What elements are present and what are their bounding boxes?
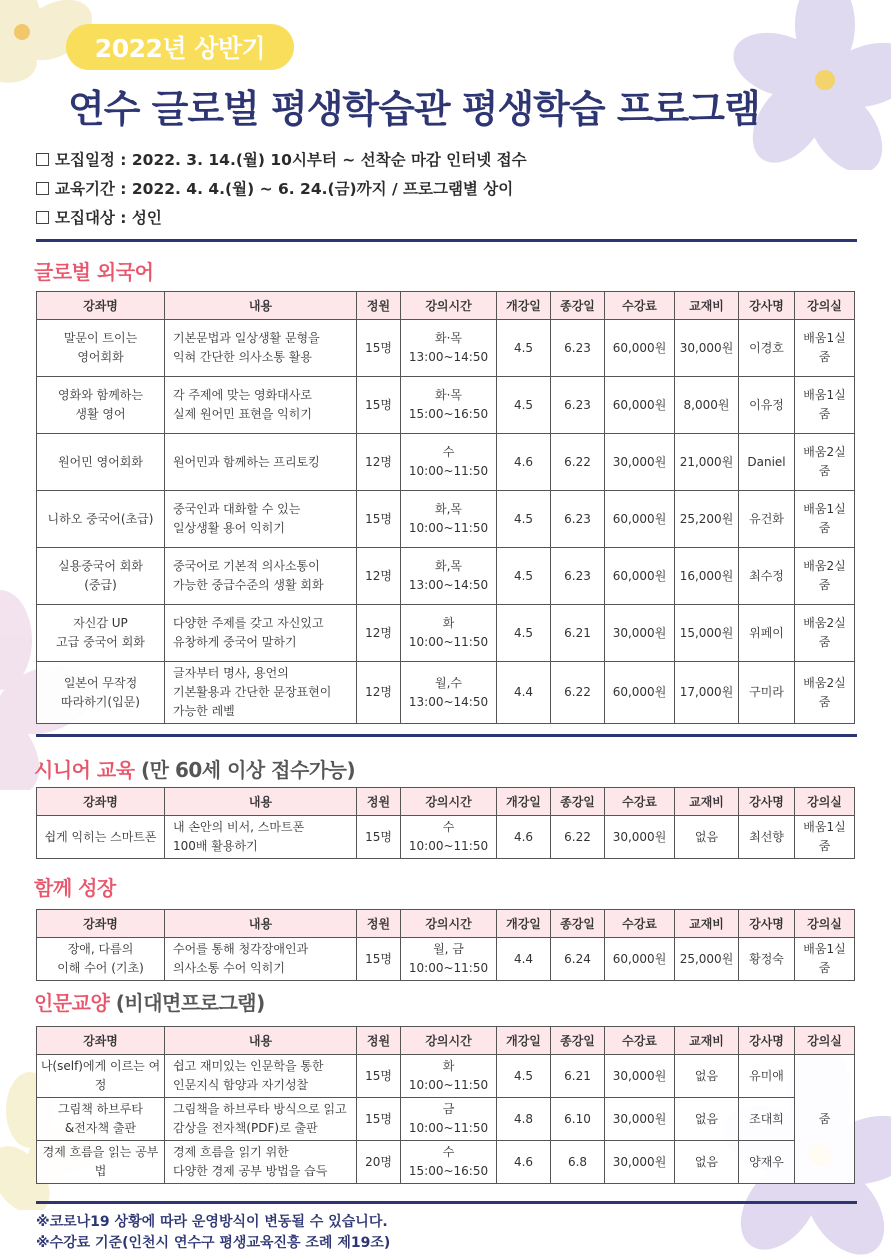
- cell-book-fee: 25,200원: [675, 491, 739, 548]
- cell-end-date: 6.23: [551, 548, 605, 605]
- cell-class-time: 월,수 13:00~14:50: [401, 662, 497, 724]
- cell-class-time: 수 15:00~16:50: [401, 1141, 497, 1184]
- cell-course-content: 그림책을 하브루타 방식으로 읽고 감상을 전자책(PDF)로 출판: [165, 1098, 357, 1141]
- column-header-end-date: 종강일: [551, 910, 605, 938]
- table-header-row: [37, 1027, 855, 1055]
- cell-book-fee: 21,000원: [675, 434, 739, 491]
- info-education-period: 교육기간 : 2022. 4. 4.(월) ~ 6. 24.(금)까지 / 프로그램별 상이: [36, 178, 527, 207]
- column-header-class-time: 강의시간: [401, 292, 497, 320]
- column-header-end-date: 종강일: [551, 1027, 605, 1055]
- cell-tuition-fee: 60,000원: [605, 938, 675, 981]
- cell-book-fee: 30,000원: [675, 320, 739, 377]
- column-header-class-time: 강의시간: [401, 910, 497, 938]
- cell-capacity: 12명: [357, 605, 401, 662]
- cell-instructor: 양재우: [739, 1141, 795, 1184]
- cell-classroom: 줌: [795, 1055, 855, 1184]
- cell-classroom: 배움1실 줌: [795, 938, 855, 981]
- column-header-course-name: 강좌명: [37, 292, 165, 320]
- cell-classroom: 배움1실 줌: [795, 816, 855, 859]
- column-header-start-date: 개강일: [497, 1027, 551, 1055]
- cell-book-fee: 15,000원: [675, 605, 739, 662]
- column-header-classroom: 강의실: [795, 292, 855, 320]
- column-header-book-fee: 교재비: [675, 292, 739, 320]
- column-header-course-content: 내용: [165, 292, 357, 320]
- section-title-senior: 시니어 교육 (만 60세 이상 접수가능): [34, 758, 356, 782]
- column-header-class-time: 강의시간: [401, 1027, 497, 1055]
- cell-tuition-fee: 30,000원: [605, 434, 675, 491]
- column-header-capacity: 정원: [357, 910, 401, 938]
- cell-start-date: 4.5: [497, 548, 551, 605]
- cell-end-date: 6.23: [551, 320, 605, 377]
- table-row: [37, 816, 855, 859]
- column-header-course-content: 내용: [165, 910, 357, 938]
- period-badge: 2022년 상반기: [66, 24, 294, 70]
- info-target: 모집대상 : 성인: [36, 207, 527, 236]
- cell-course-name: 원어민 영어회화: [37, 434, 165, 491]
- cell-course-name: 니하오 중국어(초급): [37, 491, 165, 548]
- cell-tuition-fee: 30,000원: [605, 1141, 675, 1184]
- column-header-start-date: 개강일: [497, 910, 551, 938]
- cell-class-time: 화,목 10:00~11:50: [401, 491, 497, 548]
- cell-tuition-fee: 60,000원: [605, 491, 675, 548]
- cell-end-date: 6.23: [551, 377, 605, 434]
- table-row: [37, 320, 855, 377]
- cell-tuition-fee: 30,000원: [605, 1055, 675, 1098]
- cell-end-date: 6.21: [551, 1055, 605, 1098]
- cell-capacity: 15명: [357, 1098, 401, 1141]
- cell-course-name: 자신감 UP 고급 중국어 회화: [37, 605, 165, 662]
- cell-class-time: 화 10:00~11:50: [401, 605, 497, 662]
- column-header-end-date: 종강일: [551, 292, 605, 320]
- column-header-course-content: 내용: [165, 1027, 357, 1055]
- cell-course-content: 중국인과 대화할 수 있는 일상생활 용어 익히기: [165, 491, 357, 548]
- cell-instructor: 위페이: [739, 605, 795, 662]
- table-header-row: [37, 292, 855, 320]
- cell-course-name: 말문이 트이는 영어회화: [37, 320, 165, 377]
- cell-capacity: 15명: [357, 377, 401, 434]
- divider: [36, 734, 857, 737]
- table-row: [37, 1141, 855, 1184]
- cell-class-time: 금 10:00~11:50: [401, 1098, 497, 1141]
- info-block: [36, 149, 527, 236]
- cell-instructor: Daniel: [739, 434, 795, 491]
- column-header-classroom: 강의실: [795, 788, 855, 816]
- cell-instructor: 최선향: [739, 816, 795, 859]
- column-header-capacity: 정원: [357, 1027, 401, 1055]
- cell-start-date: 4.4: [497, 938, 551, 981]
- column-header-tuition-fee: 수강료: [605, 910, 675, 938]
- checkbox-icon: [36, 211, 49, 224]
- cell-classroom: 배움2실 줌: [795, 662, 855, 724]
- cell-class-time: 화,목 13:00~14:50: [401, 548, 497, 605]
- cell-course-content: 각 주제에 맞는 영화대사로 실제 원어민 표현을 익히기: [165, 377, 357, 434]
- cell-course-name: 그림책 하브루타 &전자책 출판: [37, 1098, 165, 1141]
- column-header-classroom: 강의실: [795, 1027, 855, 1055]
- cell-start-date: 4.5: [497, 320, 551, 377]
- cell-course-name: 경제 흐름을 읽는 공부법: [37, 1141, 165, 1184]
- cell-capacity: 15명: [357, 1055, 401, 1098]
- cell-classroom: 배움1실 줌: [795, 491, 855, 548]
- divider: [36, 239, 857, 242]
- cell-instructor: 유건화: [739, 491, 795, 548]
- column-header-tuition-fee: 수강료: [605, 788, 675, 816]
- cell-start-date: 4.8: [497, 1098, 551, 1141]
- cell-end-date: 6.24: [551, 938, 605, 981]
- cell-end-date: 6.22: [551, 662, 605, 724]
- cell-classroom: 배움2실 줌: [795, 548, 855, 605]
- cell-course-content: 중국어로 기본적 의사소통이 가능한 중급수준의 생활 회화: [165, 548, 357, 605]
- cell-instructor: 조대희: [739, 1098, 795, 1141]
- cell-course-content: 원어민과 함께하는 프리토킹: [165, 434, 357, 491]
- cell-capacity: 12명: [357, 548, 401, 605]
- cell-class-time: 수 10:00~11:50: [401, 434, 497, 491]
- column-header-class-time: 강의시간: [401, 788, 497, 816]
- table-row: [37, 377, 855, 434]
- table-senior: [36, 787, 855, 859]
- table-row: [37, 605, 855, 662]
- cell-end-date: 6.23: [551, 491, 605, 548]
- cell-book-fee: 없음: [675, 816, 739, 859]
- cell-tuition-fee: 60,000원: [605, 377, 675, 434]
- column-header-instructor: 강사명: [739, 910, 795, 938]
- cell-course-content: 경제 흐름을 읽기 위한 다양한 경제 공부 방법을 습득: [165, 1141, 357, 1184]
- cell-book-fee: 없음: [675, 1055, 739, 1098]
- cell-end-date: 6.22: [551, 434, 605, 491]
- cell-capacity: 12명: [357, 434, 401, 491]
- table-header-row: [37, 788, 855, 816]
- column-header-course-name: 강좌명: [37, 910, 165, 938]
- cell-book-fee: 8,000원: [675, 377, 739, 434]
- info-recruit-schedule: 모집일정 : 2022. 3. 14.(월) 10시부터 ~ 선착순 마감 인터넷 접수: [36, 149, 527, 178]
- cell-course-content: 쉽고 재미있는 인문학을 통한 인문지식 함양과 자기성찰: [165, 1055, 357, 1098]
- cell-start-date: 4.6: [497, 1141, 551, 1184]
- cell-capacity: 15명: [357, 816, 401, 859]
- column-header-instructor: 강사명: [739, 1027, 795, 1055]
- cell-book-fee: 17,000원: [675, 662, 739, 724]
- cell-end-date: 6.22: [551, 816, 605, 859]
- cell-start-date: 4.6: [497, 816, 551, 859]
- cell-start-date: 4.4: [497, 662, 551, 724]
- column-header-book-fee: 교재비: [675, 788, 739, 816]
- table-together: [36, 909, 855, 981]
- cell-tuition-fee: 30,000원: [605, 605, 675, 662]
- section-title-humanities: 인문교양 (비대면프로그램): [34, 991, 265, 1015]
- table-row: [37, 1055, 855, 1098]
- column-header-tuition-fee: 수강료: [605, 292, 675, 320]
- footnotes: [36, 1212, 390, 1254]
- table-row: [37, 548, 855, 605]
- footnote-fee-basis: ※수강료 기준(인천시 연수구 평생교육진흥 조례 제19조): [36, 1235, 391, 1251]
- cell-book-fee: 없음: [675, 1141, 739, 1184]
- cell-course-name: 실용중국어 회화 (중급): [37, 548, 165, 605]
- cell-classroom: 배움1실 줌: [795, 320, 855, 377]
- column-header-start-date: 개강일: [497, 788, 551, 816]
- cell-book-fee: 16,000원: [675, 548, 739, 605]
- column-header-course-name: 강좌명: [37, 788, 165, 816]
- column-header-capacity: 정원: [357, 788, 401, 816]
- column-header-instructor: 강사명: [739, 788, 795, 816]
- cell-instructor: 구미라: [739, 662, 795, 724]
- cell-capacity: 15명: [357, 938, 401, 981]
- cell-tuition-fee: 60,000원: [605, 320, 675, 377]
- cell-capacity: 15명: [357, 320, 401, 377]
- table-humanities: [36, 1026, 855, 1184]
- column-header-end-date: 종강일: [551, 788, 605, 816]
- column-header-tuition-fee: 수강료: [605, 1027, 675, 1055]
- cell-instructor: 이유정: [739, 377, 795, 434]
- cell-start-date: 4.5: [497, 1055, 551, 1098]
- section-title-together: 함께 성장: [34, 876, 116, 900]
- table-row: [37, 491, 855, 548]
- column-header-course-name: 강좌명: [37, 1027, 165, 1055]
- table-foreign: [36, 291, 855, 724]
- cell-capacity: 15명: [357, 491, 401, 548]
- cell-course-name: 일본어 무작정 따라하기(입문): [37, 662, 165, 724]
- column-header-start-date: 개강일: [497, 292, 551, 320]
- page-title: 연수 글로벌 평생학습관 평생학습 프로그램: [68, 87, 760, 131]
- cell-end-date: 6.21: [551, 605, 605, 662]
- section-title-foreign: 글로벌 외국어: [34, 260, 154, 284]
- cell-classroom: 배움1실 줌: [795, 377, 855, 434]
- cell-book-fee: 25,000원: [675, 938, 739, 981]
- cell-class-time: 수 10:00~11:50: [401, 816, 497, 859]
- cell-instructor: 이경호: [739, 320, 795, 377]
- checkbox-icon: [36, 182, 49, 195]
- cell-course-name: 장애, 다름의 이해 수어 (기초): [37, 938, 165, 981]
- cell-capacity: 20명: [357, 1141, 401, 1184]
- footnote-covid: ※코로나19 상황에 따라 운영방식이 변동될 수 있습니다.: [36, 1214, 388, 1230]
- column-header-capacity: 정원: [357, 292, 401, 320]
- column-header-classroom: 강의실: [795, 910, 855, 938]
- column-header-instructor: 강사명: [739, 292, 795, 320]
- cell-end-date: 6.8: [551, 1141, 605, 1184]
- cell-end-date: 6.10: [551, 1098, 605, 1141]
- cell-instructor: 최수정: [739, 548, 795, 605]
- cell-tuition-fee: 30,000원: [605, 816, 675, 859]
- divider: [36, 1201, 857, 1204]
- cell-tuition-fee: 60,000원: [605, 548, 675, 605]
- cell-course-name: 쉽게 익히는 스마트폰: [37, 816, 165, 859]
- cell-book-fee: 없음: [675, 1098, 739, 1141]
- cell-course-content: 다양한 주제를 갖고 자신있고 유창하게 중국어 말하기: [165, 605, 357, 662]
- cell-instructor: 유미애: [739, 1055, 795, 1098]
- column-header-book-fee: 교재비: [675, 910, 739, 938]
- cell-instructor: 황정숙: [739, 938, 795, 981]
- cell-class-time: 화·목 13:00~14:50: [401, 320, 497, 377]
- cell-start-date: 4.5: [497, 377, 551, 434]
- checkbox-icon: [36, 153, 49, 166]
- cell-tuition-fee: 60,000원: [605, 662, 675, 724]
- cell-course-content: 수어를 통해 청각장애인과 의사소통 수어 익히기: [165, 938, 357, 981]
- cell-course-content: 글자부터 명사, 용언의 기본활용과 간단한 문장표현이 가능한 레벨: [165, 662, 357, 724]
- column-header-book-fee: 교재비: [675, 1027, 739, 1055]
- column-header-course-content: 내용: [165, 788, 357, 816]
- cell-start-date: 4.5: [497, 605, 551, 662]
- cell-course-name: 영화와 함께하는 생활 영어: [37, 377, 165, 434]
- cell-class-time: 화 10:00~11:50: [401, 1055, 497, 1098]
- cell-classroom: 배움2실 줌: [795, 434, 855, 491]
- cell-class-time: 화·목 15:00~16:50: [401, 377, 497, 434]
- cell-start-date: 4.6: [497, 434, 551, 491]
- table-row: [37, 662, 855, 724]
- table-row: [37, 434, 855, 491]
- cell-course-content: 기본문법과 일상생활 문형을 익혀 간단한 의사소통 활용: [165, 320, 357, 377]
- table-header-row: [37, 910, 855, 938]
- table-row: [37, 938, 855, 981]
- cell-start-date: 4.5: [497, 491, 551, 548]
- cell-course-name: 나(self)에게 이르는 여정: [37, 1055, 165, 1098]
- cell-course-content: 내 손안의 비서, 스마트폰 100배 활용하기: [165, 816, 357, 859]
- cell-classroom: 배움2실 줌: [795, 605, 855, 662]
- cell-class-time: 월, 금 10:00~11:50: [401, 938, 497, 981]
- table-row: [37, 1098, 855, 1141]
- cell-capacity: 12명: [357, 662, 401, 724]
- cell-tuition-fee: 30,000원: [605, 1098, 675, 1141]
